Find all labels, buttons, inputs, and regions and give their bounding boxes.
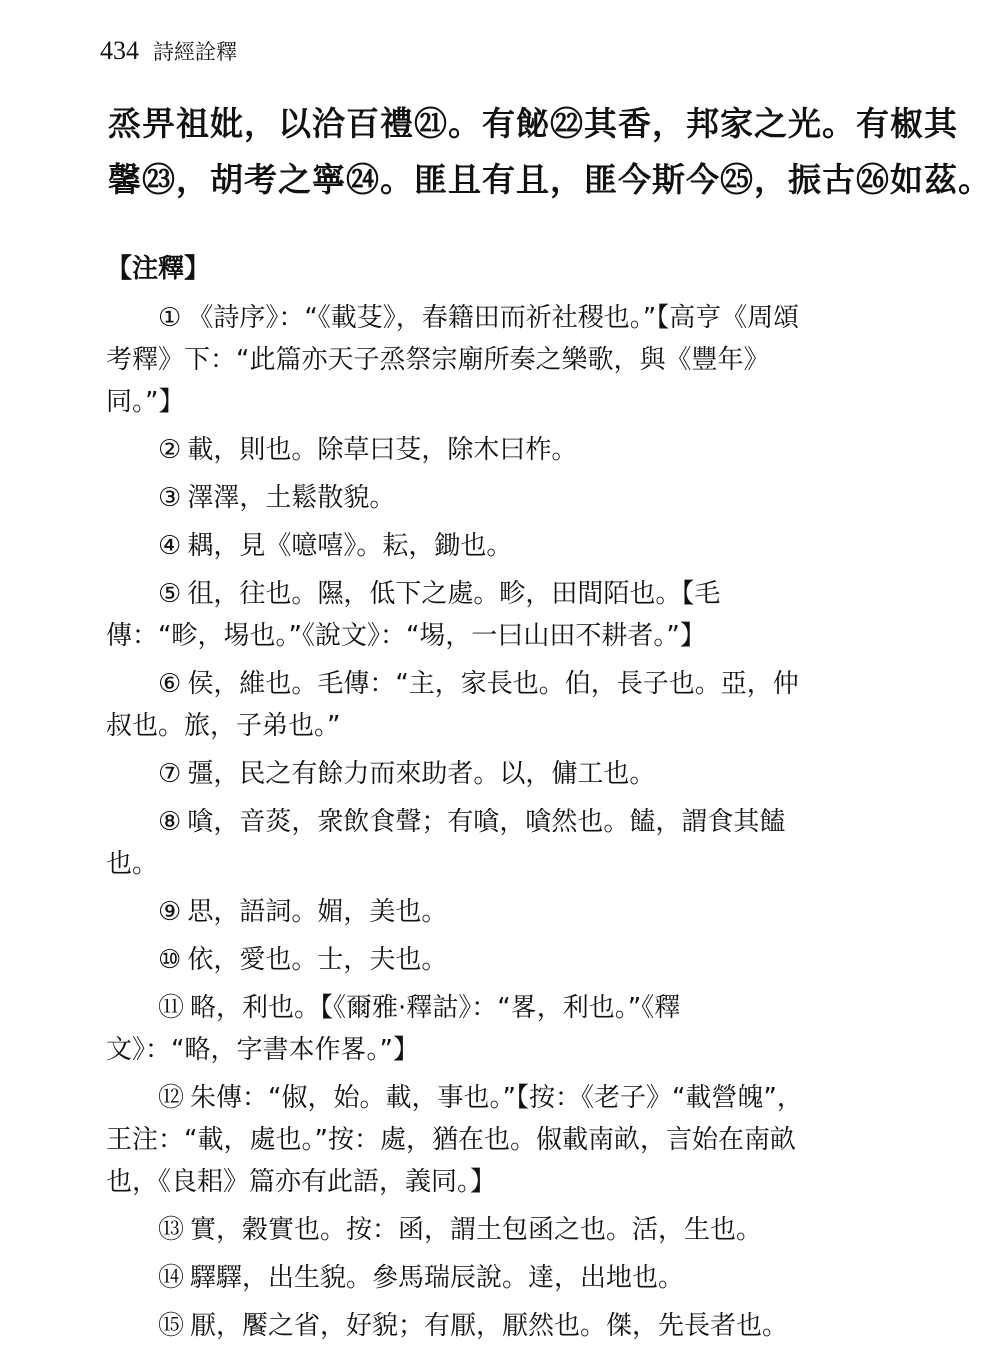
- note-text: 彊，民之有餘力而來助者。以，傭工也。: [187, 759, 656, 789]
- note-item: [106, 573, 806, 657]
- note-text: 依，愛也。士，夫也。: [187, 945, 448, 975]
- note-item: [106, 801, 806, 885]
- note-number: ⑫: [158, 1083, 185, 1113]
- note-number: ⑤: [158, 579, 182, 609]
- note-number: ⑪: [158, 993, 185, 1023]
- note-item: [106, 663, 806, 747]
- note-text: 思，語詞。媚，美也。: [187, 897, 448, 927]
- note-text: 驛驛，出生貌。參馬瑞辰說。達，出地也。: [190, 1263, 685, 1293]
- note-item: [106, 429, 806, 471]
- note-number: ④: [158, 531, 182, 561]
- note-number: ⑦: [158, 759, 182, 789]
- note-number: ②: [158, 435, 182, 465]
- poem-line: 烝畀祖妣，以洽百禮㉑。有飶㉒其香，邦家之光。有椒其: [108, 104, 958, 143]
- page-number: 434: [100, 36, 139, 65]
- book-title: 詩經詮釋: [153, 40, 237, 64]
- note-item: [106, 1305, 806, 1347]
- note-text: 載，則也。除草曰芟，除木曰柞。: [187, 435, 578, 465]
- note-number: ⑩: [158, 945, 182, 975]
- poem-line: 馨㉓，胡考之寧㉔。匪且有且，匪今斯今㉕，振古㉖如茲。: [108, 160, 992, 199]
- note-item: [106, 891, 806, 933]
- note-item: [106, 753, 806, 795]
- note-item: [106, 525, 806, 567]
- note-text: 嗿，音菼，衆飲食聲；有嗿，嗿然也。饁，謂食其饁也。: [106, 807, 786, 879]
- note-text: 侯，維也。毛傳：“主，家長也。伯，長子也。亞，仲叔也。旅，子弟也。”: [106, 669, 799, 741]
- note-item: [106, 297, 806, 423]
- running-head: [100, 36, 237, 66]
- note-text: 厭，饜之省，好貌；有厭，厭然也。傑，先長者也。: [190, 1311, 789, 1341]
- note-text: 《詩序》：“《載芟》，春籍田而祈社稷也。”【高亨《周頌考釋》下：“此篇亦天子烝祭宗廟所奏之樂歌，與《豐年》同。”】: [106, 303, 800, 417]
- note-number: ⑮: [158, 1311, 185, 1341]
- note-item: [106, 1077, 806, 1203]
- notes-list: [106, 297, 806, 1353]
- note-number: ⑬: [158, 1215, 185, 1245]
- note-number: ⑭: [158, 1263, 185, 1293]
- note-number: ⑥: [158, 669, 182, 699]
- note-item: [106, 477, 806, 519]
- notes-heading: 【注釋】: [106, 254, 211, 284]
- note-item: [106, 1209, 806, 1251]
- note-text: 略，利也。【《爾雅·釋詁》：“畧，利也。”《釋文》：“略，字書本作畧。”】: [106, 993, 681, 1065]
- note-text: 耦，見《噫嘻》。耘，鋤也。: [187, 531, 513, 561]
- note-text: 澤澤，土鬆散貌。: [187, 483, 396, 513]
- note-text: 實，穀實也。按：函，謂土包函之也。活，生也。: [190, 1215, 763, 1245]
- note-item: [106, 939, 806, 981]
- note-item: [106, 1257, 806, 1299]
- note-number: ⑧: [158, 807, 182, 837]
- note-number: ①: [158, 303, 182, 333]
- note-number: ⑨: [158, 897, 182, 927]
- note-text: 朱傳：“俶，始。載，事也。”【按：《老子》“載營魄”，王注：“載，處也。”按：處，猶在也。俶載南畝，言始在南畝也，《良耜》篇亦有此語，義同。】: [106, 1083, 803, 1197]
- poem-text: [108, 96, 992, 208]
- note-text: 徂，往也。隰，低下之處。畛，田間陌也。【毛傳：“畛，埸也。”《說文》：“埸，一曰山田不耕者。”】: [106, 579, 721, 651]
- note-item: [106, 987, 806, 1071]
- note-number: ③: [158, 483, 182, 513]
